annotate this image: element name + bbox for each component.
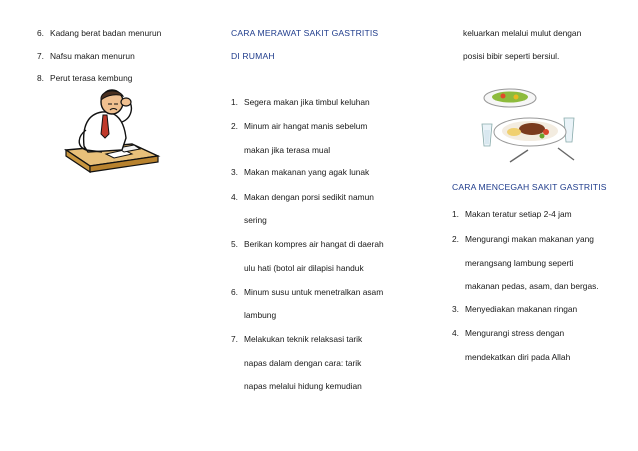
item-number: 4. [231, 192, 238, 202]
item-text: mendekatkan diri pada Allah [465, 352, 571, 362]
item-number: 4. [452, 328, 459, 338]
care-line [231, 310, 276, 321]
item-text: merangsang lambung seperti [465, 258, 574, 268]
continuation-line1: keluarkan melalui mulut dengan [463, 28, 582, 38]
item-text: Perut terasa kembung [50, 73, 133, 83]
symptom-item-7 [37, 51, 135, 62]
item-text: makan jika terasa mual [244, 145, 331, 155]
prevention-line [452, 234, 594, 245]
prevention-line [452, 209, 572, 220]
item-number: 6. [37, 28, 44, 38]
care-line [231, 145, 330, 156]
item-text: Mengurangi stress dengan [465, 328, 565, 338]
item-number: 7. [231, 334, 238, 344]
food-plates-illustration [470, 84, 590, 164]
item-text: ulu hati (botol air dilapisi handuk [244, 263, 364, 273]
care-line [231, 192, 374, 203]
item-text: Minum susu untuk menetralkan asam [244, 287, 384, 297]
item-number: 5. [231, 239, 238, 249]
item-text: Mengurangi makan makanan yang [465, 234, 594, 244]
symptom-item-6 [37, 28, 161, 39]
care-line [231, 239, 384, 250]
item-text: Segera makan jika timbul keluhan [244, 97, 370, 107]
care-line [231, 121, 367, 132]
symptom-item-8 [37, 73, 132, 84]
prevention-line [452, 328, 564, 339]
item-text: sering [244, 215, 267, 225]
care-line [231, 97, 370, 108]
continuation-line2: posisi bibir seperti bersiul. [463, 51, 560, 61]
prevention-line [452, 352, 570, 363]
care-heading-line2: DI RUMAH [231, 51, 275, 61]
care-line [231, 334, 362, 345]
prevention-line [452, 281, 599, 292]
item-text: Menyediakan makanan ringan [465, 304, 578, 314]
item-text: Berikan kompres air hangat di daerah [244, 239, 384, 249]
item-text: Makan teratur setiap 2-4 jam [465, 209, 572, 219]
item-text: Kadang berat badan menurun [50, 28, 162, 38]
item-text: Nafsu makan menurun [50, 51, 135, 61]
item-text: Makan makanan yang agak lunak [244, 167, 370, 177]
item-number: 3. [231, 167, 238, 177]
care-line [231, 287, 383, 298]
item-text: lambung [244, 310, 277, 320]
tired-man-illustration [62, 88, 162, 176]
care-line [231, 215, 267, 226]
item-number: 6. [231, 287, 238, 297]
item-number: 3. [452, 304, 459, 314]
care-heading-line1: CARA MERAWAT SAKIT GASTRITIS [231, 28, 379, 38]
prevention-line [452, 304, 577, 315]
item-text: Minum air hangat manis sebelum [244, 121, 368, 131]
item-number: 1. [231, 97, 238, 107]
item-number: 2. [452, 234, 459, 244]
item-text: Melakukan teknik relaksasi tarik [244, 334, 363, 344]
prevention-heading: CARA MENCEGAH SAKIT GASTRITIS [452, 182, 607, 192]
prevention-line [452, 258, 573, 269]
item-text: napas dalam dengan cara: tarik [244, 358, 362, 368]
item-text: Makan dengan porsi sedikit namun [244, 192, 374, 202]
care-line [231, 167, 369, 178]
item-number: 7. [37, 51, 44, 61]
item-number: 2. [231, 121, 238, 131]
item-text: makanan pedas, asam, dan bergas. [465, 281, 599, 291]
care-line [231, 358, 361, 369]
care-line [231, 381, 362, 392]
item-text: napas melalui hidung kemudian [244, 381, 362, 391]
item-number: 1. [452, 209, 459, 219]
item-number: 8. [37, 73, 44, 83]
care-line [231, 263, 364, 274]
